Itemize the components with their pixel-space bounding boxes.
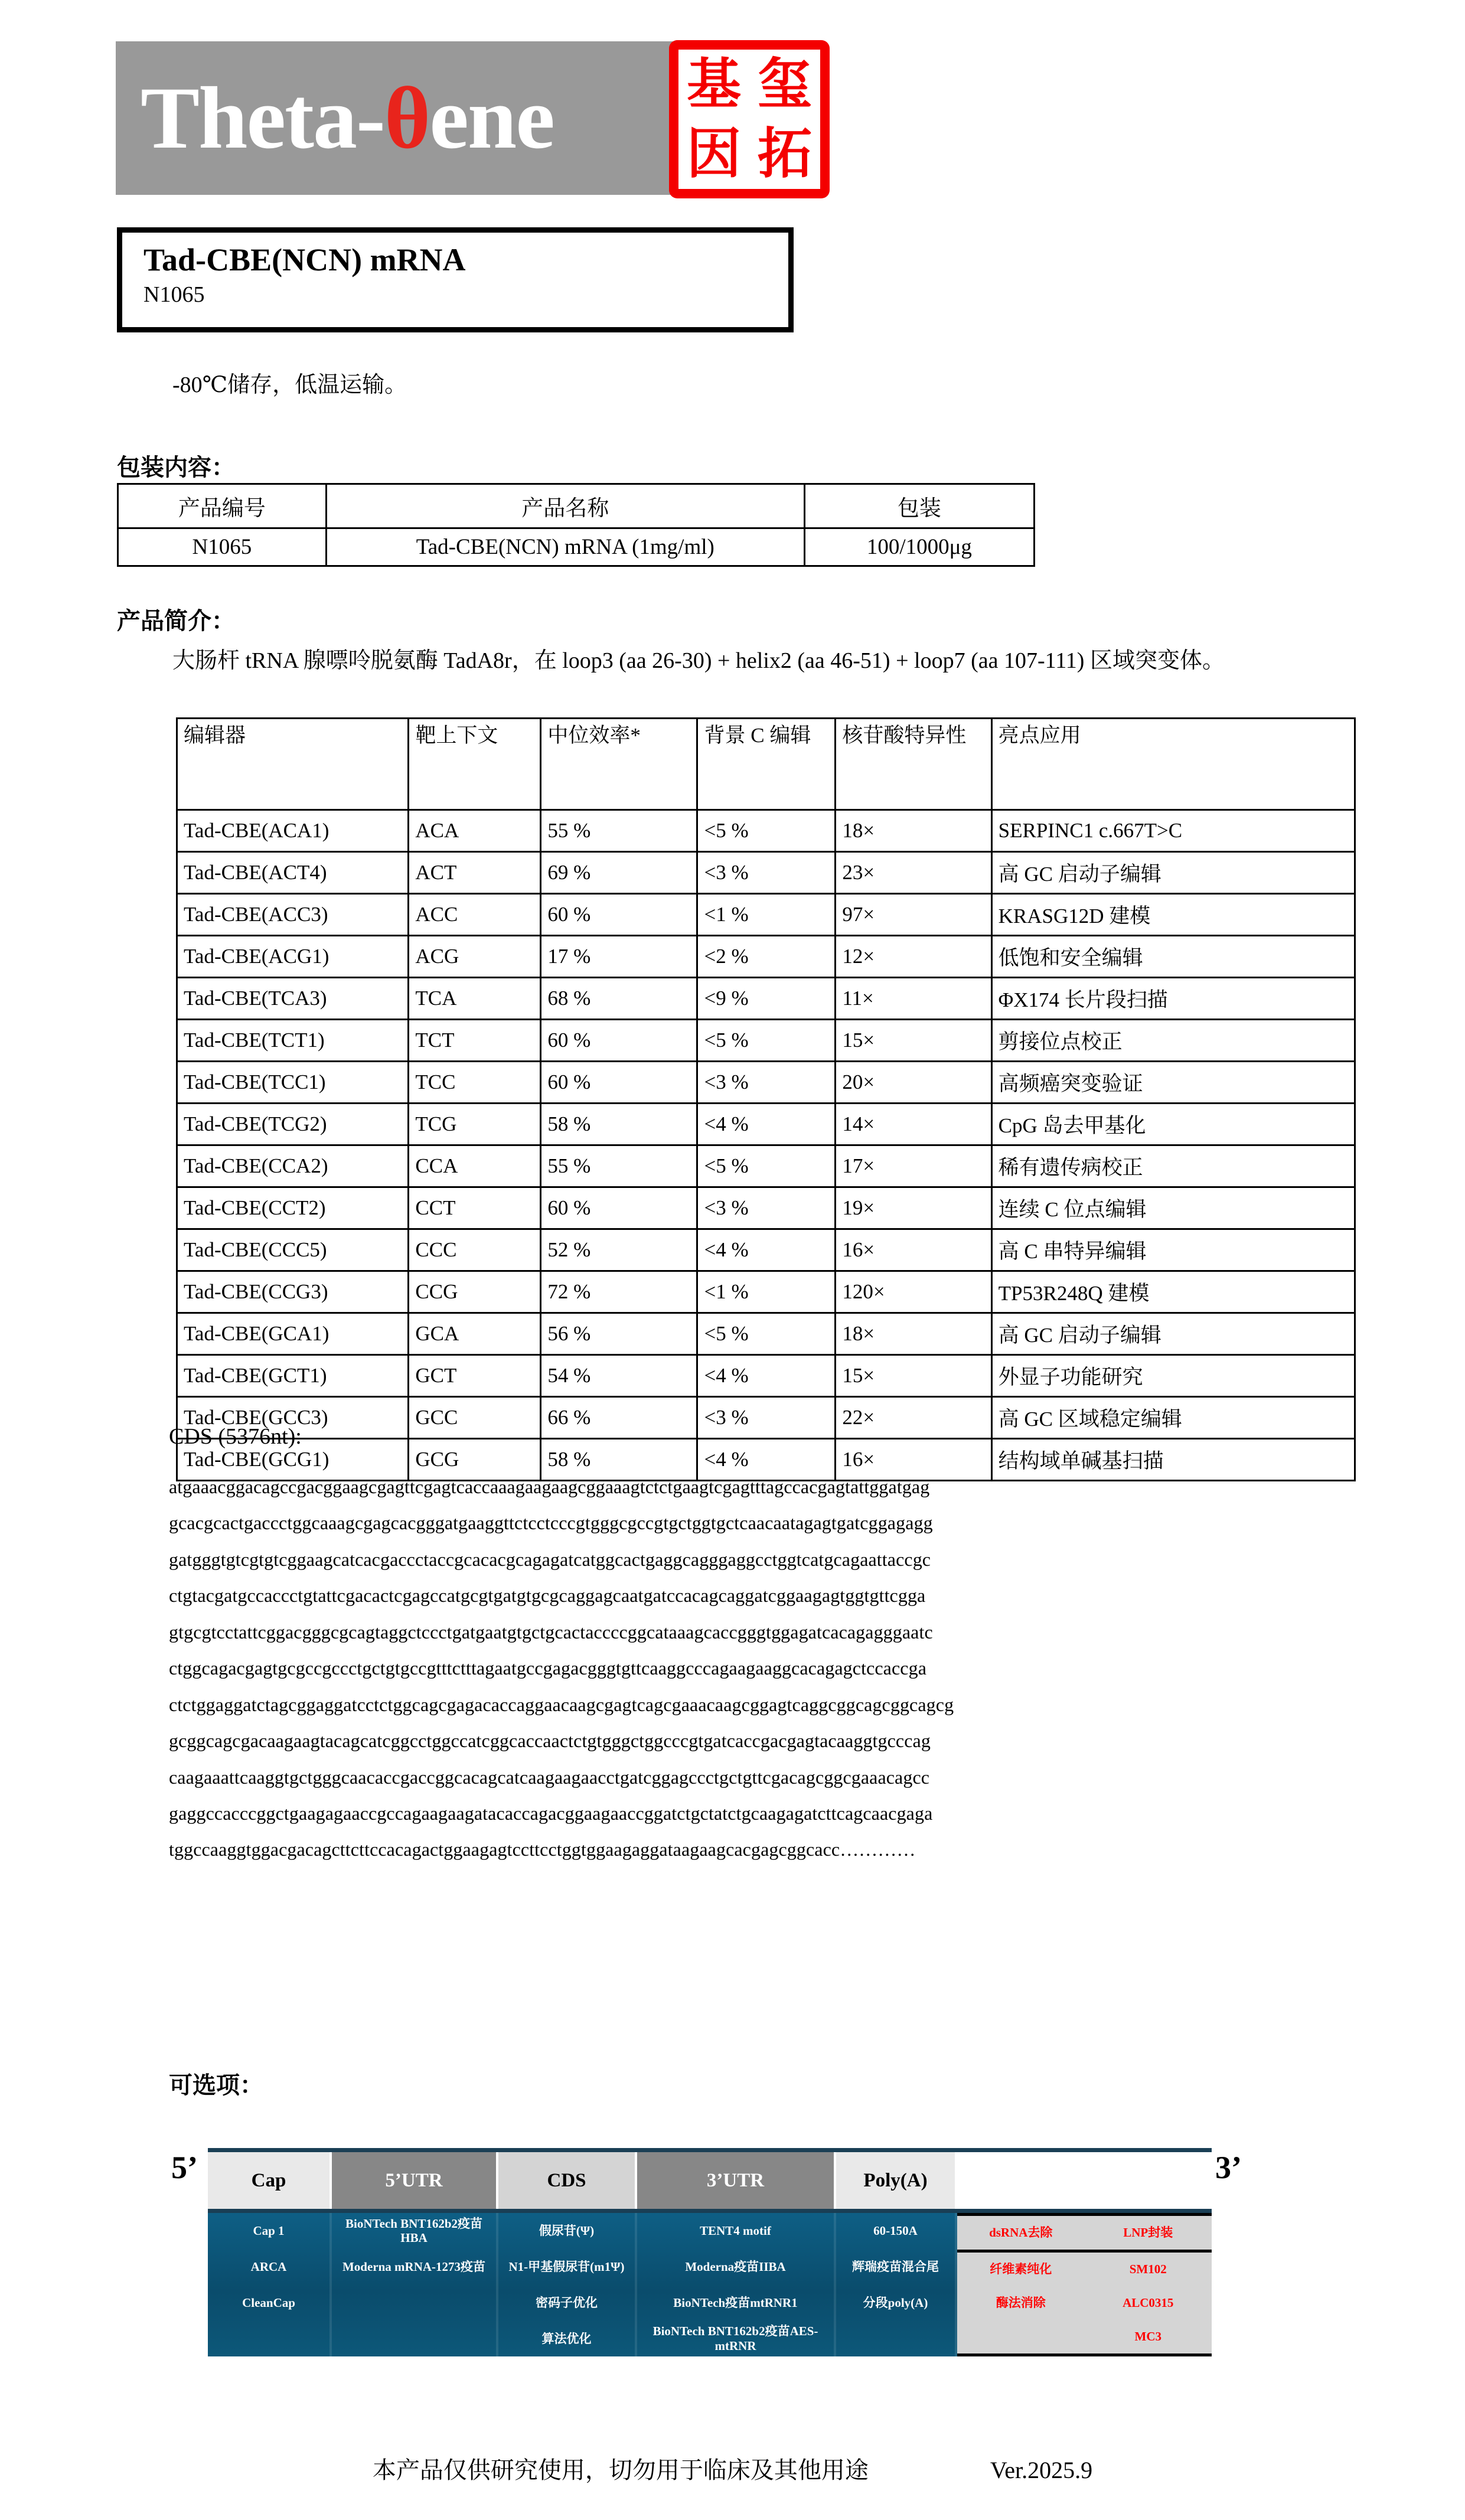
editor-cell: 高 GC 启动子编辑 bbox=[991, 1313, 1355, 1355]
editor-cell: <3 % bbox=[697, 1062, 836, 1104]
option-item: 分段poly(A) bbox=[863, 2295, 928, 2310]
editor-cell: <3 % bbox=[697, 1187, 836, 1229]
editor-cell: Tad-CBE(TCA3) bbox=[177, 978, 409, 1020]
editor-cell: 15× bbox=[836, 1355, 991, 1397]
page-footer bbox=[0, 2452, 1465, 2485]
segment-3utr: 3’UTR bbox=[637, 2152, 836, 2209]
editor-cell: TCA bbox=[409, 978, 541, 1020]
editor-cell: 22× bbox=[836, 1397, 991, 1439]
editor-cell: <4 % bbox=[697, 1229, 836, 1271]
editor-cell: 高 GC 启动子编辑 bbox=[991, 852, 1355, 894]
editor-cell: Tad-CBE(CCT2) bbox=[177, 1187, 409, 1229]
brand-logo-band bbox=[116, 41, 706, 195]
option-item: 60-150A bbox=[873, 2224, 918, 2238]
editor-cell: KRASG12D 建模 bbox=[991, 894, 1355, 936]
options-column-extras bbox=[957, 2213, 1212, 2356]
editor-cell: Tad-CBE(TCC1) bbox=[177, 1062, 409, 1104]
editor-cell: Tad-CBE(GCA1) bbox=[177, 1313, 409, 1355]
editor-col-application: 亮点应用 bbox=[991, 719, 1355, 810]
editor-cell: Tad-CBE(CCC5) bbox=[177, 1229, 409, 1271]
editor-cell: 14× bbox=[836, 1104, 991, 1145]
editor-cell: GCA bbox=[409, 1313, 541, 1355]
editor-cell: 16× bbox=[836, 1229, 991, 1271]
option-item: Cap 1 bbox=[253, 2224, 285, 2238]
editor-cell: Tad-CBE(TCG2) bbox=[177, 1104, 409, 1145]
packaging-col-name: 产品名称 bbox=[326, 484, 804, 528]
seal-char-1: 基 bbox=[686, 54, 741, 115]
editor-cell: Tad-CBE(ACG1) bbox=[177, 936, 409, 978]
editor-cell: Tad-CBE(CCA2) bbox=[177, 1145, 409, 1187]
options-column-5utr bbox=[332, 2213, 498, 2356]
footer-version: Ver.2025.9 bbox=[990, 2457, 1093, 2483]
packaging-cell-code: N1065 bbox=[118, 528, 327, 566]
footer-disclaimer: 本产品仅供研究使用，切勿用于临床及其他用途 bbox=[372, 2457, 869, 2483]
editor-cell: <9 % bbox=[697, 978, 836, 1020]
table-row bbox=[177, 1229, 1355, 1271]
seal-char-3: 因 bbox=[686, 124, 741, 184]
editor-cell: Tad-CBE(TCT1) bbox=[177, 1020, 409, 1062]
editor-cell: <3 % bbox=[697, 1397, 836, 1439]
options-column-polya bbox=[836, 2213, 957, 2356]
extra-item: dsRNA去除 bbox=[989, 2225, 1053, 2240]
editor-cell: 18× bbox=[836, 810, 991, 852]
editor-col-editor: 编辑器 bbox=[177, 719, 409, 810]
catalog-number: N1065 bbox=[143, 282, 205, 308]
editor-cell: CCG bbox=[409, 1271, 541, 1313]
intro-heading: 产品简介： bbox=[117, 608, 235, 634]
editor-cell: 72 % bbox=[541, 1271, 697, 1313]
editor-cell: 高频癌突变验证 bbox=[991, 1062, 1355, 1104]
extras-row bbox=[957, 2216, 1212, 2253]
editor-cell: 高 C 串特异编辑 bbox=[991, 1229, 1355, 1271]
editor-cell: 17× bbox=[836, 1145, 991, 1187]
table-row bbox=[177, 1145, 1355, 1187]
editor-cell: ACT bbox=[409, 852, 541, 894]
seal-char-2: 玺 bbox=[757, 54, 812, 115]
editor-cell: 外显子功能研究 bbox=[991, 1355, 1355, 1397]
editor-cell: ΦX174 长片段扫描 bbox=[991, 978, 1355, 1020]
editor-cell: Tad-CBE(GCC3) bbox=[177, 1397, 409, 1439]
editor-cell: 19× bbox=[836, 1187, 991, 1229]
cds-line: atgaaacggacagccgacggaagcgagttcgagtcaccaaagaagaagcggaaagtctctgaagtcgagtttagccacgagtattggatgag bbox=[169, 1476, 930, 1497]
packaging-heading: 包装内容： bbox=[117, 454, 235, 481]
editor-cell: 56 % bbox=[541, 1313, 697, 1355]
editor-cell: <1 % bbox=[697, 1271, 836, 1313]
editor-cell: 52 % bbox=[541, 1229, 697, 1271]
editor-cell: 58 % bbox=[541, 1439, 697, 1481]
five-prime-label: 5’ bbox=[171, 2150, 198, 2185]
editor-col-specificity: 核苷酸特异性 bbox=[836, 719, 991, 810]
table-row bbox=[177, 936, 1355, 978]
table-row bbox=[177, 1397, 1355, 1439]
option-item bbox=[208, 2320, 329, 2356]
extra-item: 酶法消除 bbox=[996, 2295, 1046, 2310]
table-row bbox=[177, 1271, 1355, 1313]
option-item: Moderna mRNA-1273疫苗 bbox=[342, 2260, 486, 2274]
storage-conditions: -80℃储存，低温运输。 bbox=[172, 373, 407, 397]
cds-line: gcacgcactgaccctggcaaagcgagcacgggatgaaggttctcctcccgtgggcgccgtgctggtgctcaacaatagagtgatcggagagg bbox=[169, 1512, 933, 1534]
extra-item: 纤维素纯化 bbox=[990, 2261, 1052, 2276]
segment-cds: CDS bbox=[498, 2152, 637, 2209]
cds-sequence bbox=[169, 1469, 1397, 1868]
segment-5utr: 5’UTR bbox=[332, 2152, 498, 2209]
editor-cell: Tad-CBE(ACC3) bbox=[177, 894, 409, 936]
extras-row bbox=[957, 2320, 1212, 2353]
extra-item: SM102 bbox=[1129, 2261, 1167, 2276]
editor-header-row bbox=[177, 719, 1355, 810]
table-row bbox=[177, 1020, 1355, 1062]
cds-line: ctgtacgatgccaccctgtattcgacactcgagccatgcgtgatgtgcgcaggagcaatgatccacagcaggatcggaagagtggtgttcgga bbox=[169, 1585, 926, 1607]
editor-cell: 60 % bbox=[541, 1062, 697, 1104]
editor-cell: 97× bbox=[836, 894, 991, 936]
brand-wordmark-suffix: ene bbox=[429, 69, 554, 167]
three-prime-label: 3’ bbox=[1215, 2150, 1242, 2185]
editor-cell: 120× bbox=[836, 1271, 991, 1313]
editor-cell: 剪接位点校正 bbox=[991, 1020, 1355, 1062]
option-item: N1-甲基假尿苷(m1Ψ) bbox=[508, 2260, 625, 2274]
editor-col-efficiency: 中位效率* bbox=[541, 719, 697, 810]
editor-cell: <4 % bbox=[697, 1104, 836, 1145]
editor-cell: TCC bbox=[409, 1062, 541, 1104]
table-row bbox=[177, 852, 1355, 894]
option-item bbox=[836, 2320, 955, 2356]
table-row bbox=[177, 1313, 1355, 1355]
options-column-cds bbox=[498, 2213, 637, 2356]
editor-cell: Tad-CBE(ACT4) bbox=[177, 852, 409, 894]
intro-paragraph: 大肠杆 tRNA 腺嘌呤脱氨酶 TadA8r，在 loop3 (aa 26-30) + helix2 (aa 46-51) + loop7 (aa 107-111) 区域突变体。 bbox=[172, 648, 1225, 673]
editor-cell: ACG bbox=[409, 936, 541, 978]
editor-cell: <3 % bbox=[697, 852, 836, 894]
editor-cell: ACC bbox=[409, 894, 541, 936]
editor-cell: CCC bbox=[409, 1229, 541, 1271]
options-column-3utr bbox=[637, 2213, 836, 2356]
construct-segment-bar bbox=[208, 2148, 1212, 2213]
editor-cell: <2 % bbox=[697, 936, 836, 978]
editor-cell: 58 % bbox=[541, 1104, 697, 1145]
editor-cell: GCG bbox=[409, 1439, 541, 1481]
editor-col-background: 背景 C 编辑 bbox=[697, 719, 836, 810]
cds-line: ctctggaggatctagcggaggatcctctggcagcgagacaccaggaacaagcgagtcagcgaaacaagcggagtcaggcggcagcggcagcg bbox=[169, 1693, 954, 1715]
mrna-construct-diagram bbox=[171, 2136, 1410, 2353]
editor-cell: Tad-CBE(GCG1) bbox=[177, 1439, 409, 1481]
product-title-box bbox=[117, 227, 794, 332]
editor-cell: 17 % bbox=[541, 936, 697, 978]
cds-line: gcggcagcgacaagaagtacagcatcggcctggccatcggcaccaactctgtgggctggcccgtgatcaccgacgagtacaaggtgcccag bbox=[169, 1730, 931, 1752]
editor-cell: Tad-CBE(ACA1) bbox=[177, 810, 409, 852]
option-item: ARCA bbox=[250, 2260, 287, 2274]
editor-col-context: 靶上下文 bbox=[409, 719, 541, 810]
editor-cell: 20× bbox=[836, 1062, 991, 1104]
editor-cell: <1 % bbox=[697, 894, 836, 936]
editor-cell: <4 % bbox=[697, 1355, 836, 1397]
theta-glyph: θ bbox=[384, 69, 430, 167]
editor-cell: 低饱和安全编辑 bbox=[991, 936, 1355, 978]
table-row bbox=[177, 1187, 1355, 1229]
packaging-cell-name: Tad-CBE(NCN) mRNA (1mg/ml) bbox=[326, 528, 804, 566]
cds-line: caagaaattcaaggtgctgggcaacaccgaccggcacagcatcaagaagaacctgatcggagccctgctgttcgacagcggcgaaacagcc bbox=[169, 1766, 930, 1788]
editor-cell: SERPINC1 c.667T>C bbox=[991, 810, 1355, 852]
options-column-cap bbox=[208, 2213, 332, 2356]
packaging-col-size: 包装 bbox=[804, 484, 1034, 528]
editor-cell: CCA bbox=[409, 1145, 541, 1187]
option-item: 算法优化 bbox=[541, 2331, 592, 2346]
editor-cell: <5 % bbox=[697, 810, 836, 852]
editor-cell: 16× bbox=[836, 1439, 991, 1481]
editor-cell: 18× bbox=[836, 1313, 991, 1355]
extra-item: ALC0315 bbox=[1123, 2295, 1174, 2310]
editor-cell: 66 % bbox=[541, 1397, 697, 1439]
editor-cell: 高 GC 区域稳定编辑 bbox=[991, 1397, 1355, 1439]
editor-cell: <4 % bbox=[697, 1439, 836, 1481]
editor-cell: 55 % bbox=[541, 810, 697, 852]
editor-cell: 15× bbox=[836, 1020, 991, 1062]
editor-cell: GCC bbox=[409, 1397, 541, 1439]
packaging-cell-size: 100/1000μg bbox=[804, 528, 1034, 566]
editor-cell: GCT bbox=[409, 1355, 541, 1397]
option-item: CleanCap bbox=[242, 2295, 295, 2310]
cds-line: gatgggtgtcgtgtcggaagcatcacgaccctaccgcacacgcagagatcatggcactgaggcagggaggcctggtcatgcagaattaccgc bbox=[169, 1548, 931, 1570]
editor-variants-table bbox=[176, 717, 1356, 1481]
cds-line: tggccaaggtggacgacagcttcttccacagactggaagagtccttcctggtggaagaggataagaagcacgagcggcacc………… bbox=[169, 1839, 916, 1860]
options-heading: 可选项： bbox=[169, 2072, 263, 2098]
option-item: TENT4 motif bbox=[700, 2224, 771, 2238]
segment-spacer bbox=[957, 2152, 1212, 2209]
editor-cell: 稀有遗传病校正 bbox=[991, 1145, 1355, 1187]
editor-cell: 11× bbox=[836, 978, 991, 1020]
option-item bbox=[332, 2320, 496, 2356]
editor-cell: 60 % bbox=[541, 1187, 697, 1229]
cds-line: gtgcgtcctattcggacgggcgcagtaggctccctgatgaatgtgctgcactaccccggcataaagcaccgggtggagatcacagagggaatc bbox=[169, 1621, 933, 1643]
editor-cell: 55 % bbox=[541, 1145, 697, 1187]
table-row bbox=[177, 1355, 1355, 1397]
company-seal-icon bbox=[669, 40, 830, 198]
options-grid bbox=[208, 2213, 1212, 2353]
editor-cell: CCT bbox=[409, 1187, 541, 1229]
table-row bbox=[177, 810, 1355, 852]
editor-cell: <5 % bbox=[697, 1313, 836, 1355]
editor-cell: Tad-CBE(CCG3) bbox=[177, 1271, 409, 1313]
packaging-col-code: 产品编号 bbox=[118, 484, 327, 528]
editor-cell: 连续 C 位点编辑 bbox=[991, 1187, 1355, 1229]
table-row bbox=[177, 1104, 1355, 1145]
packaging-header-row bbox=[118, 484, 1035, 528]
editor-cell: Tad-CBE(GCT1) bbox=[177, 1355, 409, 1397]
extra-item: MC3 bbox=[1134, 2329, 1161, 2343]
option-item: 密码子优化 bbox=[536, 2295, 598, 2310]
extras-row bbox=[957, 2253, 1212, 2286]
table-row bbox=[177, 894, 1355, 936]
brand-wordmark bbox=[116, 69, 554, 167]
option-item: 辉瑞疫苗混合尾 bbox=[852, 2260, 939, 2274]
packaging-table bbox=[117, 483, 1035, 567]
option-item bbox=[332, 2285, 496, 2321]
option-item: Moderna疫苗IIBA bbox=[685, 2260, 786, 2274]
editor-cell: 60 % bbox=[541, 894, 697, 936]
cds-label: CDS (5376nt): bbox=[169, 1424, 302, 1449]
editor-cell: 12× bbox=[836, 936, 991, 978]
cds-line: ctggcagacgagtgcgccgccctgctgtgccgtttctttagaatgccgagacgggtgttcaaggcccagaagaaggcacagagctccaccga bbox=[169, 1657, 926, 1679]
editor-table-body bbox=[177, 810, 1355, 1481]
editor-cell: 54 % bbox=[541, 1355, 697, 1397]
cds-line: gaggccacccggctgaagagaaccgccagaagaagatacaccagacggaagaaccggatctgctatctgcaagagatcttcagcaacgaga bbox=[169, 1802, 933, 1824]
editor-cell: 68 % bbox=[541, 978, 697, 1020]
extra-item: LNP封装 bbox=[1123, 2225, 1173, 2240]
editor-cell: CpG 岛去甲基化 bbox=[991, 1104, 1355, 1145]
editor-cell: 23× bbox=[836, 852, 991, 894]
table-row bbox=[177, 1062, 1355, 1104]
segment-polya: Poly(A) bbox=[836, 2152, 957, 2209]
brand-wordmark-prefix: Theta- bbox=[141, 69, 384, 167]
table-row bbox=[177, 978, 1355, 1020]
segment-cap: Cap bbox=[208, 2152, 332, 2209]
seal-char-4: 拓 bbox=[757, 124, 812, 184]
option-item: BioNTech BNT162b2疫苗HBA bbox=[345, 2217, 482, 2245]
editor-cell: TCT bbox=[409, 1020, 541, 1062]
option-item: BioNTech BNT162b2疫苗AES-mtRNR bbox=[652, 2324, 818, 2353]
extras-row bbox=[957, 2286, 1212, 2320]
editor-cell: <5 % bbox=[697, 1145, 836, 1187]
editor-cell: ACA bbox=[409, 810, 541, 852]
editor-cell: 69 % bbox=[541, 852, 697, 894]
editor-cell: 60 % bbox=[541, 1020, 697, 1062]
editor-cell: TP53R248Q 建模 bbox=[991, 1271, 1355, 1313]
table-row bbox=[118, 528, 1035, 566]
editor-cell: TCG bbox=[409, 1104, 541, 1145]
option-item: 假尿苷(Ψ) bbox=[539, 2224, 595, 2238]
option-item: BioNTech疫苗mtRNR1 bbox=[673, 2295, 798, 2310]
page-title: Tad-CBE(NCN) mRNA bbox=[143, 242, 466, 278]
editor-cell: <5 % bbox=[697, 1020, 836, 1062]
editor-cell: 结构域单碱基扫描 bbox=[991, 1439, 1355, 1481]
